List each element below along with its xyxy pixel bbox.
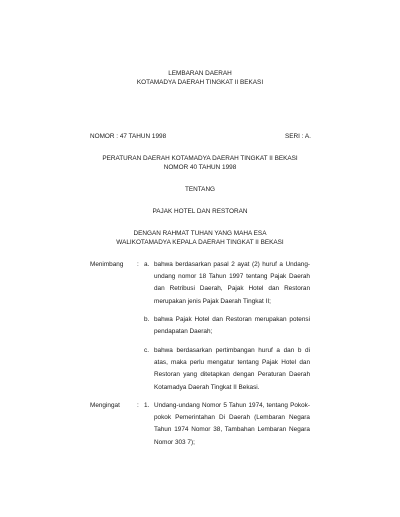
nomor-label: NOMOR : 47 TAHUN 1998 (90, 133, 167, 140)
regulation-subject: PAJAK HOTEL DAN RESTORAN (152, 208, 248, 215)
regulation-number: NOMOR 40 TAHUN 1998 (163, 164, 237, 171)
header-line-1: LEMBARAN DAERAH (168, 70, 232, 77)
menimbang-marker-b: b. (144, 316, 150, 323)
menimbang-item-b: bahwa Pajak Hotel dan Restoran merupakan potensi pendapatan Daerah; (154, 316, 310, 336)
mengingat-item-1: Undang-undang Nomor 5 Tahun 1974, tentang Pokok-pokok Pemerintahan Di Daerah (Lembaran Negara Tahun 1974 Nomor 38, Tambahan Lembaran Negara Nomor 303 7); (154, 402, 310, 446)
about-label: TENTANG (184, 186, 216, 193)
regulation-title: PERATURAN DAERAH KOTAMADYA DAERAH TINGKAT II BEKASI (102, 155, 298, 162)
menimbang-item-a: bahwa berdasarkan pasal 2 ayat (2) huruf a Undang-undang nomor 18 Tahun 1997 tentang Pajak Daerah dan Retribusi Daerah, Pajak Hotel dan Restoran merupakan jenis Pajak Daerah Tingkat II; (154, 261, 310, 305)
seri-label: SERI : A. (285, 133, 311, 140)
menimbang-label: Menimbang (90, 261, 124, 268)
menimbang-colon: : (137, 261, 139, 268)
mengingat-label: Mengingat (90, 402, 120, 409)
blessing-line: DENGAN RAHMAT TUHAN YANG MAHA ESA (133, 230, 267, 237)
menimbang-marker-a: a. (144, 261, 150, 268)
authority-line: WALIKOTAMADYA KEPALA DAERAH TINGKAT II BEKASI (116, 239, 284, 246)
header-line-2: KOTAMADYA DAERAH TINGKAT II BEKASI (136, 79, 264, 86)
menimbang-item-c: bahwa berdasarkan pertimbangan huruf a dan b di atas, maka perlu mengatur tentang Pajak Hotel dan Restoran yang ditetapkan dengan Peraturan Daerah Kotamadya Daerah Tingkat II Bekasi. (154, 347, 310, 391)
mengingat-colon: : (137, 402, 139, 409)
mengingat-marker-1: 1. (144, 402, 150, 409)
menimbang-marker-c: c. (144, 347, 149, 354)
